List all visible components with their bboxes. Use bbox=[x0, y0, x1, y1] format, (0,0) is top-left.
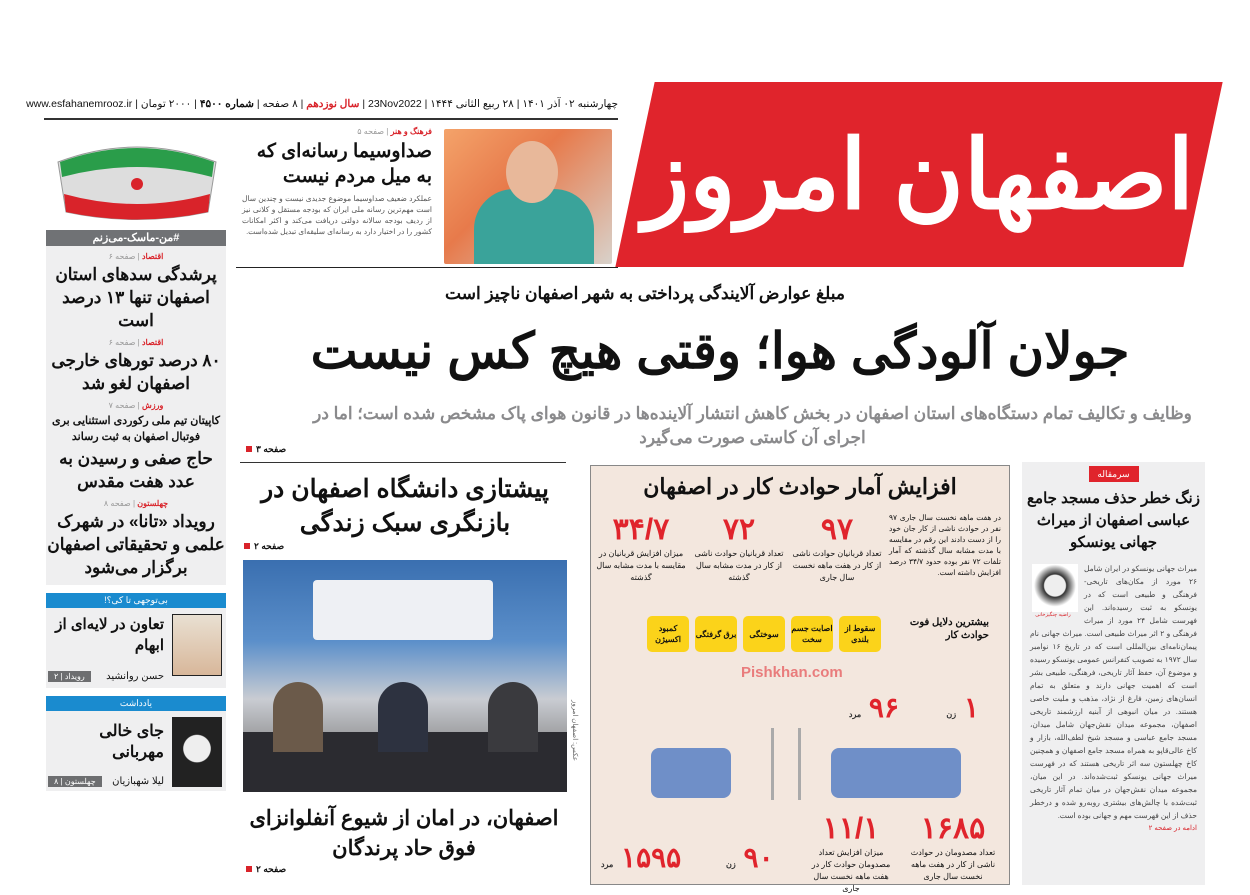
newspaper-logo: اصفهان امروز bbox=[615, 82, 1222, 267]
left-stack bbox=[46, 230, 226, 791]
top-story[interactable]: فرهنگ و هنر | صفحه ۵ صداوسیما رسانه‌ای که به میل مردم نیست عملکرد ضعیف صداوسیما موضوع جدیدی نیست و چندین سال است مهم‌ترین رسانه ملی ایران که بودجه مستقل و کلانی نیز از ردیف بودجه سالانه دولتی دریافت می‌کند و اکثر امکانات کشور را در اختیار دارد به رسانه‌ای سلیقه‌ای تبدیل شده‌است. bbox=[236, 125, 618, 268]
author-photo bbox=[172, 614, 222, 676]
lead-subtitle: مبلغ عوارض آلایندگی پرداختی به شهر اصفهان ناچیز است bbox=[445, 284, 845, 303]
mid-story[interactable]: اصفهان، در امان از شیوع آنفلوانزای فوق حاد پرندگان صفحه ۲ bbox=[238, 804, 570, 875]
left-news-column bbox=[46, 230, 226, 585]
dateline: چهارشنبه ۰۲ آذر ۱۴۰۱ | ۲۸ ربیع الثانی ۱۴۴۴ | 23Nov2022 | سال نوزدهم | ۸ صفحه | شماره ۴۵۰۰ | ۲۰۰۰ تومان | www.esfahanemrooz.ir bbox=[44, 98, 618, 120]
left-news-item[interactable]: ورزش | صفحه ۷ کاپیتان تیم ملی رکوردی استثنایی بری فوتبال اصفهان به ثبت رساند حاج صفی و رسیدن به عدد هفت مقدس bbox=[51, 401, 220, 491]
work-accident-infographic: افزایش آمار حوادث کار در اصفهان در هفت ماهه نخست سال جاری ۹۷ نفر در حوادث ناشی از کار جان خود را از دست دادند این رقم در مقایسه با مدت مشابه سال گذشته که آمار تلفات ۷۲ نفر بوده حدود ۳۴/۷ درصد افزایش داشته است. ۹۷ تعداد قربانیان حوادث ناشی از کار در هفت ماهه نخست سال جاری ۷۲ تعداد قربانیان حوادث ناشی از کار در مدت مشابه سال گذشته ۳۴/۷ میزان افزایش قربانیان در مقایسه با مدت مشابه سال گذشته بیشترین دلایل فوت حوادث کار سقوط از بلندی اصابت جسم سخت سوختگی برق گرفتگی کمبود اکسیژن Pishkhan.com ۱ زن ۹۶ مرد ۱۶۸۵ تعداد مصدومان در حوادث ناشی از کار در هفت ماهه نخست سال جاری ۱۱/۱ میزان افزایش تعداد مصدومان حوادث کار در هفت ماهه نخست سال جاری ۹۰ زن ۱۵۹۵ مرد bbox=[590, 465, 1010, 885]
left-news-item[interactable]: چهلستون | صفحه ۸ رویداد «تانا» در شهرک علمی و تحقیقاتی اصفهان برگزار می‌شود bbox=[47, 499, 225, 577]
editorial-column[interactable]: سرمقاله زنگ خطر حذف مسجد جامع عباسی اصفهان از میراث جهانی یونسکو راضیه چنگیزخانی میراث جهانی یونسکو در ایران شامل ۲۶ مورد از مکان‌های تاریخی-فرهنگی و طبیعی است که در یونسکو به ثبت رسیده‌اند. این فهرست شامل ۲۴ مورد از میراث فرهنگی و ۲ اثر میراث طبیعی است. میراث جهانی نام پیمان‌نامه‌ای بین‌المللی است که در تاریخ ۱۶ نوامبر سال ۱۹۷۲ به تصویب کنفرانس عمومی یونسکو رسیده و موضوع آن، حفظ آثار تاریخی، فرهنگی، طبیعی بشر است که اهمیت جهانی دارند و متعلق به تمام انسان‌های زمین، فارغ از نژاد، مذهب و ملیت خاصی هستند. در میان انبوهی از آبنیه ارزشمند تاریخی اصفهان، مجموعه میدان نقش‌جهان شامل میدان، مسجد جامع عباسی و مسجد شیخ لطف‌الله، بازار و کاخ عالی‌قاپو به همراه مسجد جامع اصفهان و همچنین کاخ چهلستون سه اثر تاریخی هستند که در فهرست میراث جهانی یونسکو ثبت‌شده‌اند. در این میان، مجموعه میدان نقش‌جهان در میان تمام آثار تاریخی ثبت‌شده با چالش‌های بیشتری روبه‌رو شده و درخطر حذف از این فهرست مهم و جهانی بوده است. ادامه در صفحه ۲ bbox=[1022, 462, 1205, 885]
watermark: Pishkhan.com bbox=[741, 664, 843, 681]
author-photo bbox=[172, 717, 222, 787]
main-headline[interactable]: جولان آلودگی هوا؛ وقتی هیچ کس نیست bbox=[310, 323, 1130, 379]
hashtag-bar: #من-ماسک-می‌زنم bbox=[46, 230, 226, 246]
editorial-tag: سرمقاله bbox=[1089, 466, 1139, 482]
flag-mask-illustration bbox=[48, 132, 226, 224]
photo-credit: عکس: اصفهان امروز bbox=[571, 700, 578, 762]
mid-story[interactable]: پیشتازی دانشگاه اصفهان در بازنگری سبک زندگی صفحه ۲ bbox=[240, 472, 570, 552]
left-news-item[interactable]: اقتصاد | صفحه ۶ پرشدگی سدهای استان اصفهان تنها ۱۳ درصد است bbox=[55, 252, 217, 330]
fall-illustration bbox=[611, 728, 981, 803]
lead-paragraph: وظایف و تکالیف تمام دستگاه‌های استان اصفهان در بخش کاهش انتشار آلاینده‌ها در قانون هوای پاک مشخص شده است؛ اما در اجرای آن کاستی صورت می‌گیرد bbox=[313, 404, 1192, 447]
opinion-box[interactable]: بی‌توجهی تا کی؟! تعاون در لایه‌ای از ابهام حسن روانشید رویداد | ۲ bbox=[46, 593, 226, 688]
author-photo bbox=[1032, 564, 1078, 612]
left-news-item[interactable]: اقتصاد | صفحه ۶ ۸۰ درصد تورهای خارجی اصفهان لغو شد bbox=[51, 338, 221, 393]
story-photo bbox=[444, 129, 612, 264]
meeting-photo bbox=[243, 560, 567, 792]
website-link[interactable]: www.esfahanemrooz.ir bbox=[26, 98, 133, 110]
page-ref[interactable]: صفحه ۳ bbox=[246, 444, 286, 455]
opinion-box[interactable]: یادداشت جای خالی مهربانی لیلا شهبازیان چهلستون | ۸ bbox=[46, 696, 226, 791]
divider bbox=[240, 462, 566, 463]
